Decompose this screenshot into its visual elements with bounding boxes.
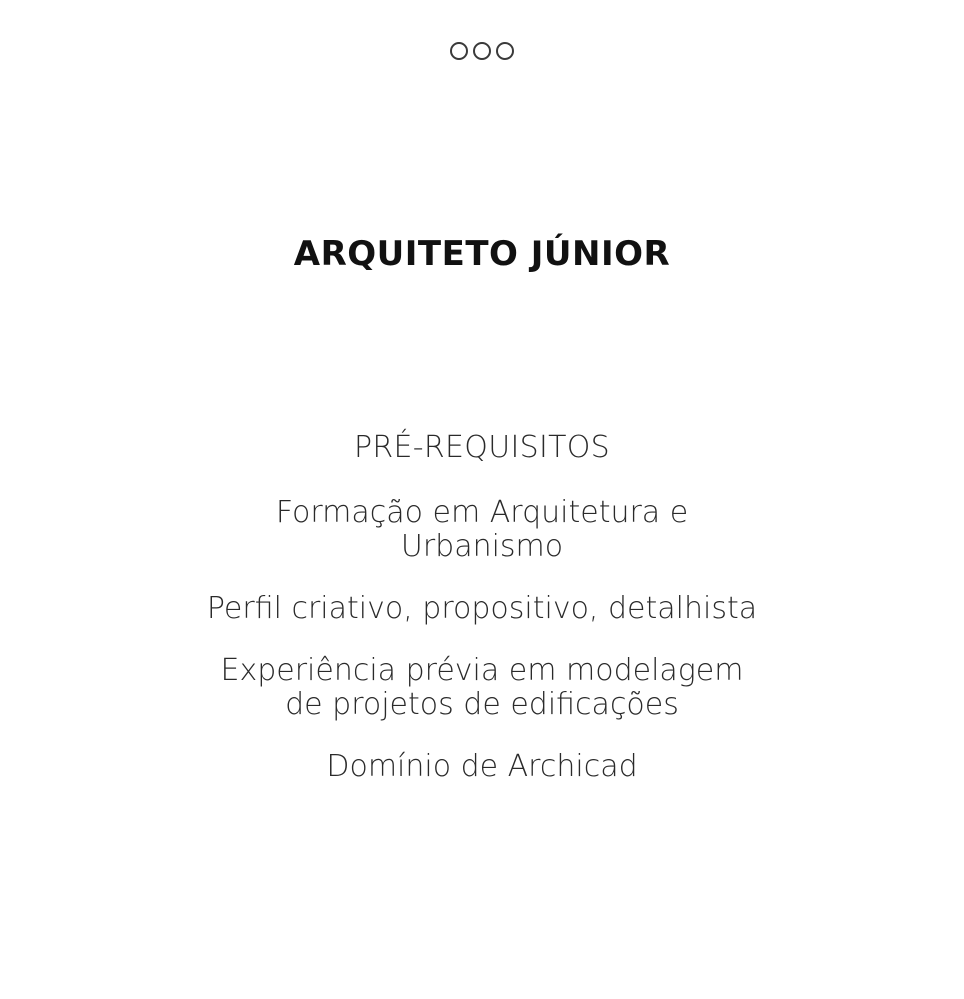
page-title: ARQUITETO JÚNIOR (293, 234, 671, 274)
requirements-section (0, 428, 964, 784)
requirement-item (0, 654, 964, 722)
requirement-line: de projetos de edificações (285, 687, 679, 722)
carousel-dot-1[interactable] (450, 42, 468, 60)
requirement-line: Domínio de Archicad (326, 749, 638, 784)
requirement-item (0, 750, 964, 784)
requirement-line: Formação em Arquitetura e (275, 495, 689, 530)
requirement-line: Experiência prévia em modelagem (220, 653, 744, 688)
requirement-line: Urbanismo (400, 529, 564, 564)
carousel-dot-3[interactable] (496, 42, 514, 60)
requirement-line: Perfil criativo, propositivo, detalhista (206, 591, 758, 626)
requirement-item (0, 592, 964, 626)
carousel-dot-2[interactable] (473, 42, 491, 60)
requirements-heading: PRÉ-REQUISITOS (353, 430, 610, 465)
carousel-dots (0, 42, 964, 60)
requirement-item (0, 496, 964, 564)
